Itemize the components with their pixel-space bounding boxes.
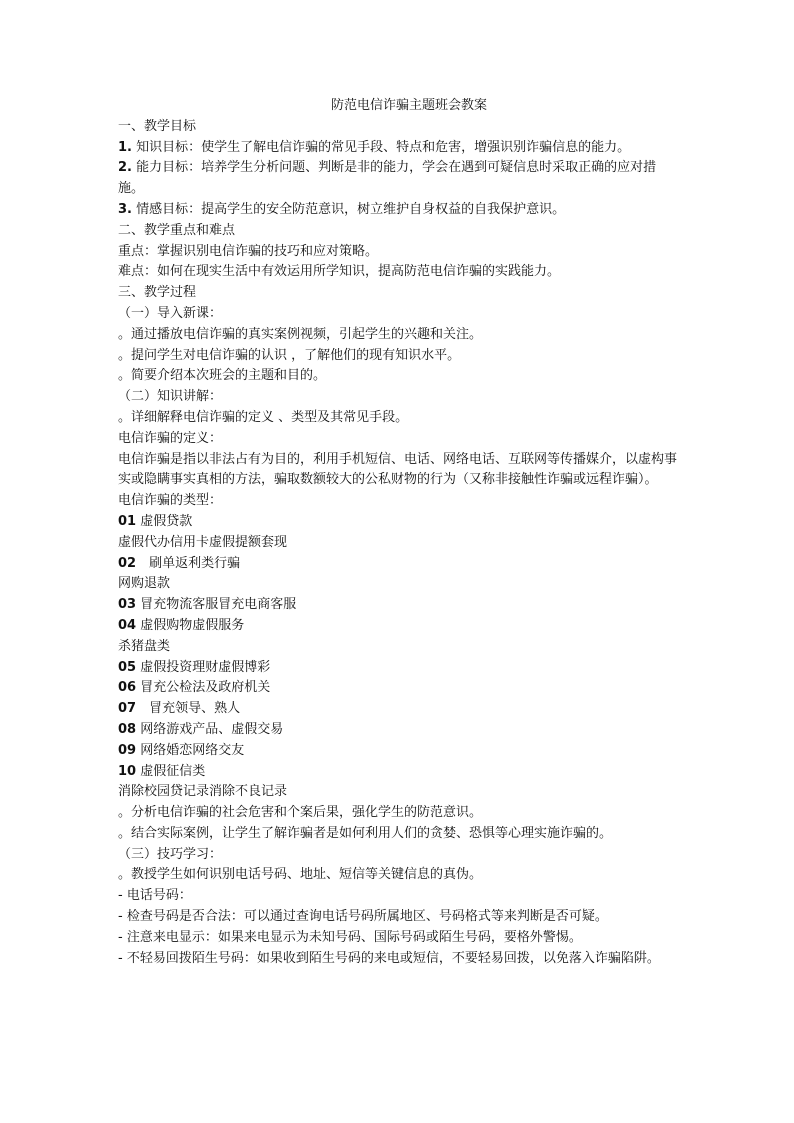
document-line [118,304,680,325]
line-text: 能力目标：培养学生分析问题、判断是非的能力，学会在遇到可疑信息时采取正确的应对措施。 [118,160,657,197]
line-text: - 检查号码是否合法：可以通过查询电话号码所属地区、号码格式等来判断是否可疑。 [118,909,608,925]
line-text: 网购退款 [118,576,171,592]
document-line [118,283,680,304]
document-line [118,845,680,866]
document-line [118,865,680,886]
item-number: 01 [118,513,137,529]
document-line [118,699,680,720]
document-line [118,616,680,637]
item-number: 08 [118,721,137,737]
document-line [118,824,680,845]
line-text: 。详细解释电信诈骗的定义 、类型及其常见手段。 [118,409,409,425]
item-number: 03 [118,597,137,613]
document-line [118,408,680,429]
document-line [118,762,680,783]
line-text: 冒充物流客服冒充电商客服 [136,597,297,613]
line-text: 三、教学过程 [118,285,197,301]
item-number: 10 [118,763,137,779]
document-line [118,158,680,200]
document-line [118,907,680,928]
line-text: 难点：如何在现实生活中有效运用所学知识，提高防范电信诈骗的实践能力。 [118,264,561,280]
item-number: 04 [118,617,137,633]
document-line [118,200,680,221]
document-line [118,782,680,803]
line-text: （二）知识讲解： [118,389,223,405]
line-text: （一）导入新课： [118,305,223,321]
document-line [118,678,680,699]
line-text: - 注意来电显示：如果来电显示为未知号码、国际号码或陌生号码，要格外警惕。 [118,929,582,945]
line-text: 冒充领导、熟人 [136,701,241,717]
document-line [118,886,680,907]
line-text: 电信诈骗的定义： [118,430,223,446]
document-line [118,554,680,575]
document-line [118,346,680,367]
line-text: （三）技巧学习： [118,846,223,862]
document-line [118,658,680,679]
document-line [118,429,680,450]
line-text: 刷单返利类行骗 [136,555,241,571]
document-line [118,533,680,554]
line-text: 电信诈骗的类型： [118,493,223,509]
document-page [118,96,680,969]
document-line [118,491,680,512]
document-title: 防范电信诈骗主题班会教案 [330,98,487,113]
item-number: 3. [118,201,132,217]
line-text: 网络游戏产品、虚假交易 [136,721,284,737]
document-line [118,949,680,970]
document-line [118,325,680,346]
document-line [118,138,680,159]
item-number: 2. [118,160,132,176]
item-number: 07 [118,701,137,717]
line-text: - 不轻易回拨陌生号码：如果收到陌生号码的来电或短信，不要轻易回拨，以免落入诈骗陷阱。 [118,950,660,966]
document-line [118,387,680,408]
item-number: 09 [118,742,137,758]
line-text: 。简要介绍本次班会的主题和目的。 [118,368,327,384]
document-line [118,741,680,762]
line-text: 虚假购物虚假服务 [136,617,245,633]
document-body [118,117,680,970]
document-line [118,262,680,283]
line-text: 。教授学生如何识别电话号码、地址、短信等关键信息的真伪。 [118,867,483,883]
line-text: 二、教学重点和难点 [118,222,236,238]
line-text: 一、教学目标 [118,118,197,134]
line-text: 虚假贷款 [136,513,193,529]
line-text: 网络婚恋网络交友 [136,742,245,758]
line-text: 。提问学生对电信诈骗的认识 ，了解他们的现有知识水平。 [118,347,461,363]
line-text: 消除校园贷记录消除不良记录 [118,784,288,800]
document-line [118,574,680,595]
document-line [118,117,680,138]
line-text: 。分析电信诈骗的社会危害和个案后果，强化学生的防范意识。 [118,805,483,821]
line-text: 重点：掌握识别电信诈骗的技巧和应对策略。 [118,243,379,259]
item-number: 05 [118,659,137,675]
line-text: 。通过播放电信诈骗的真实案例视频，引起学生的兴趣和关注。 [118,326,483,342]
line-text: 虚假投资理财虚假博彩 [136,659,271,675]
document-line [118,242,680,263]
line-text: 虚假征信类 [136,763,206,779]
document-line [118,928,680,949]
line-text: 冒充公检法及政府机关 [136,680,271,696]
line-text: 杀猪盘类 [118,638,171,654]
item-number: 06 [118,680,137,696]
document-line [118,803,680,824]
line-text: 知识目标：使学生了解电信诈骗的常见手段、特点和危害，增强识别诈骗信息的能力。 [131,139,631,155]
line-text: 虚假代办信用卡虚假提额套现 [118,534,288,550]
line-text: - 电话号码： [118,888,192,904]
document-line [118,720,680,741]
document-line [118,221,680,242]
document-line [118,450,680,492]
line-text: 。结合实际案例，让学生了解诈骗者是如何利用人们的贪婪、恐惧等心理实施诈骗的。 [118,825,613,841]
item-number: 02 [118,555,137,571]
document-line [118,595,680,616]
item-number: 1. [118,139,132,155]
line-text: 电信诈骗是指以非法占有为目的，利用手机短信、电话、网络电话、互联网等传播媒介，以虚构事实或隐瞒事实真相的方法，骗取数额较大的公私财物的行为（又称非接触性诈骗或远程诈骗）。 [118,451,678,488]
document-line [118,366,680,387]
document-line [118,637,680,658]
document-line [118,512,680,533]
line-text: 情感目标：提高学生的安全防范意识，树立维护自身权益的自我保护意识。 [131,201,566,217]
